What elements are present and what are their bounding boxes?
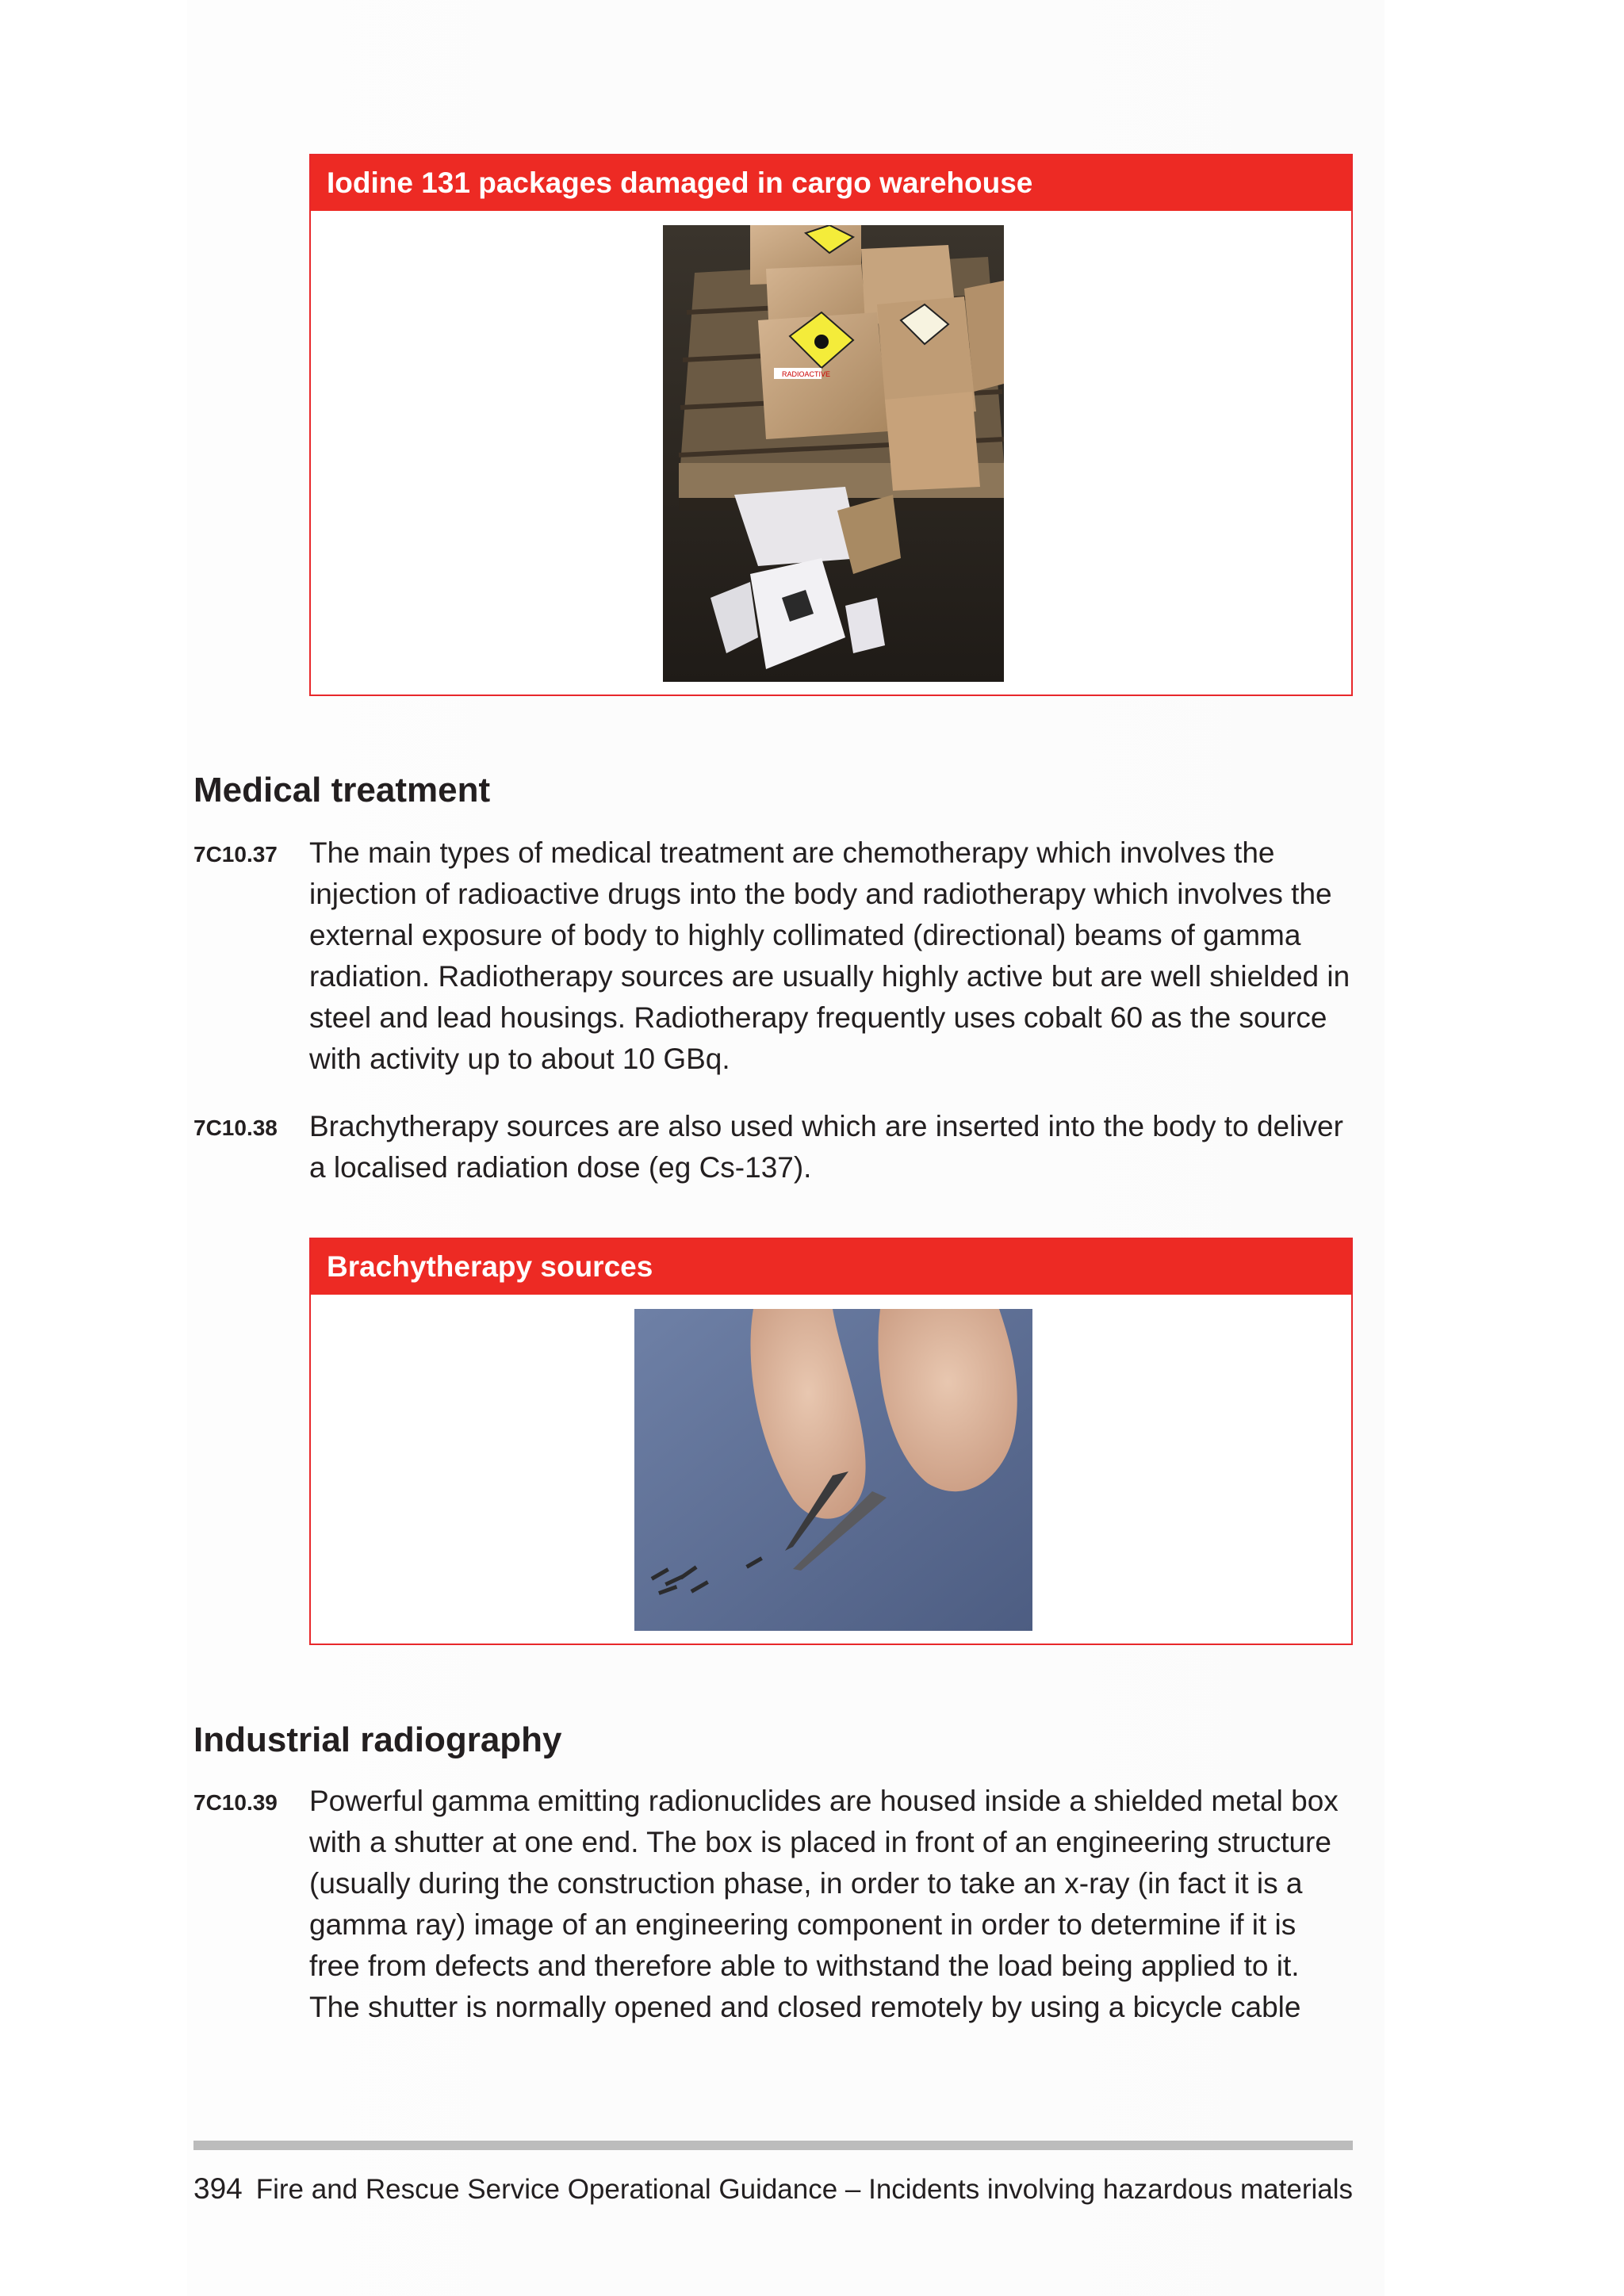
figure-title: Brachytherapy sources bbox=[311, 1239, 1351, 1295]
figure-title: Iodine 131 packages damaged in cargo warehouse bbox=[311, 155, 1351, 211]
section-heading-medical-treatment: Medical treatment bbox=[193, 771, 491, 809]
paragraph-text: The main types of medical treatment are chemotherapy which involves the injection of radioactive drugs into the body and radiotherapy which involves the external exposure of body to highly collimated (directional) beams of gamma radiation. Radiotherapy sources are usually highly active but are well shielded in steel and lead housings. Radiotherapy frequently uses cobalt 60 as the source with activity up to about 10 GBq. bbox=[309, 836, 1350, 1075]
paragraph-number: 7C10.39 bbox=[193, 1790, 278, 1815]
figure-brachytherapy-sources bbox=[309, 1238, 1353, 1645]
paragraph-7C10-39 bbox=[193, 1781, 1359, 2034]
paragraph-text: Powerful gamma emitting radionuclides are housed inside a shielded metal box with a shutter at one end. The box is placed in front of an engineering structure (usually during the construction phase, in order to take an x-ray (in fact it is a gamma ray) image of an engineering component in order to determine if it is free from defects and therefore able to withstand the load being applied to it. The shutter is normally opened and closed remotely by using a bicycle cable bbox=[309, 1785, 1339, 2023]
photo-brachytherapy-seeds bbox=[634, 1309, 1032, 1631]
footer-document-title: Fire and Rescue Service Operational Guidance – Incidents involving hazardous materials bbox=[255, 2174, 1353, 2205]
figure-iodine-packages bbox=[309, 154, 1353, 696]
paragraph-text: Brachytherapy sources are also used which are inserted into the body to deliver a localised radiation dose (eg Cs-137). bbox=[309, 1110, 1343, 1184]
paragraph-7C10-38 bbox=[193, 1106, 1359, 1193]
paragraph-7C10-37 bbox=[193, 832, 1359, 1086]
radioactive-label-text: RADIOACTIVE bbox=[782, 370, 831, 378]
section-heading-industrial-radiography: Industrial radiography bbox=[193, 1720, 562, 1759]
footer-divider bbox=[193, 2141, 1353, 2150]
paragraph-number: 7C10.37 bbox=[193, 842, 278, 867]
page-number: 394 bbox=[193, 2172, 243, 2205]
paragraph-number: 7C10.38 bbox=[193, 1115, 278, 1140]
photo-radioactive-packages bbox=[663, 225, 1004, 682]
